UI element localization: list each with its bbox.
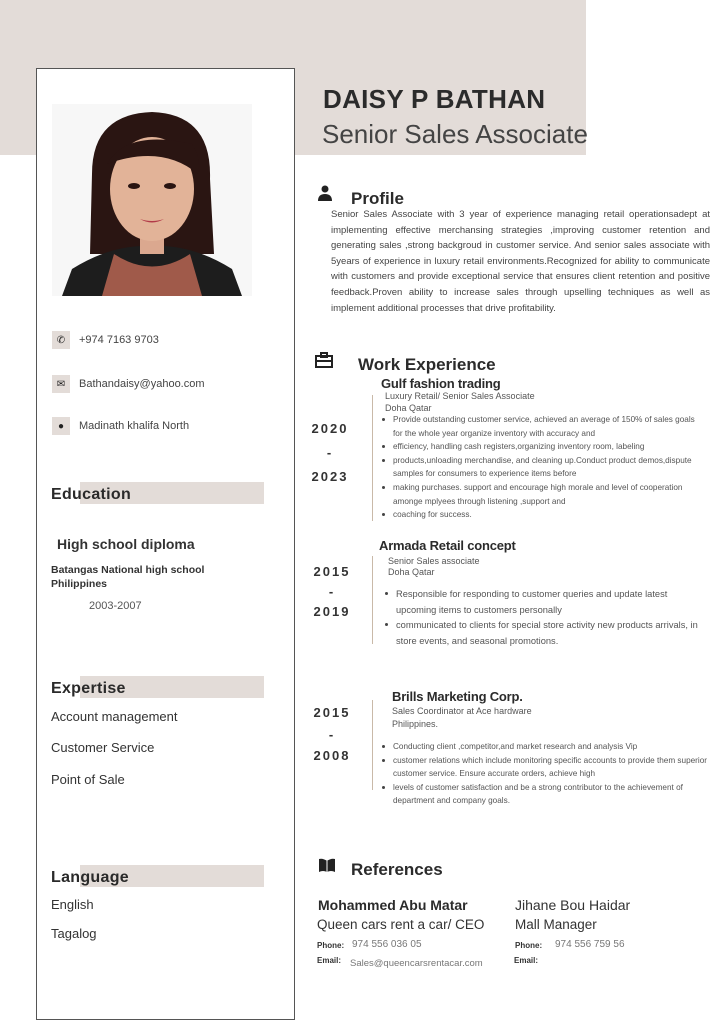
language-item: English [51,897,94,912]
phone-icon: ✆ [52,331,70,349]
briefcase-icon [315,352,333,373]
expertise-item: Customer Service [51,740,155,755]
phone-text: +974 7163 9703 [79,334,159,346]
email-label: Email: [317,956,342,965]
expertise-title: Expertise [51,680,126,697]
year-start: 2020 [311,421,349,436]
expertise-item: Point of Sale [51,772,125,787]
bullet-item: Responsible for responding to customer queries and update latest upcoming items to customers personally [396,587,706,618]
contact-address [52,417,189,435]
bullet-item: Conducting client ,competitor,and market research and analysis Vip [393,740,715,754]
job-company: Armada Retail concept [379,538,516,553]
bullet-item: levels of customer satisfaction and be a strong contributor to the achievement of department and company goals. [393,781,715,808]
language-title: Language [51,869,129,886]
timeline-line [372,700,373,790]
education-years: 2003-2007 [89,600,142,612]
timeline-line [372,395,373,521]
job-location: Philippines. [392,719,439,729]
bullet-item: products,unloading merchandise, and cleaning up.Conduct product demos,dispute samples for consumers to experience items before [393,454,706,481]
year-end: 2019 [313,604,351,619]
language-item: Tagalog [51,926,97,941]
profile-photo [52,104,252,296]
profile-text: Senior Sales Associate with 3 year of experience managing retail operationsadept at implementing effective merchansing strategies ,improving customer retention and generating sales ,strong backgroud in customer service. And senior sales associate with 5years of experience in luxury retail environments.Recognized for ability to communicate with customers and provide exceptional service that ensures client retention and positive feedback.Proven ability to increase sales through upselling techniques as well as implement additional processes that drive profitability. [331,209,710,314]
timeline-line [372,556,373,644]
bullet-item: Provide outstanding customer service, achieved an average of 150% of sales goals for the whole year organize inventory with accuracy and [393,413,706,440]
job-location: Doha Qatar [388,567,435,577]
profile-title: Profile [351,189,404,208]
bullet-item: coaching for success. [393,508,706,522]
job-bullets [384,587,706,649]
address-text: Madinath khalifa North [79,420,190,432]
phone-label: Phone: [515,941,543,950]
education-title: Education [51,486,132,503]
reference-name: Mohammed Abu Matar [318,897,468,913]
reference-email: Sales@queencarsrentacar.com [350,958,483,969]
job-company: Gulf fashion trading [381,376,501,391]
person-role: Senior Sales Associate [322,119,588,149]
reference-phone: 974 556 036 05 [352,939,422,950]
expertise-item: Account management [51,709,178,724]
year-dash: - [326,445,334,460]
references-title: References [351,860,443,879]
person-name: DAISY P BATHAN [323,84,546,114]
job-role: Sales Coordinator at Ace hardware [392,706,532,716]
email-label: Email: [514,956,539,965]
bullet-item: making purchases. support and encourage high morale and level of cooperation amonge mplyees through listening ,support and [393,481,706,508]
year-start: 2015 [313,564,351,579]
contact-phone [52,331,159,349]
job-role: Senior Sales associate [388,556,480,566]
bullet-item: communicated to clients for special store activity new products arrivals, in store events, and seasonal promotions. [396,618,706,649]
work-title: Work Experience [358,355,496,374]
year-dash: - [328,727,336,742]
reference-phone: 974 556 759 56 [555,939,625,950]
phone-label: Phone: [317,941,345,950]
reference-role: Queen cars rent a car/ CEO [317,917,485,932]
job-bullets [381,740,715,808]
year-end: 2023 [311,469,349,484]
year-end: 2008 [313,748,351,763]
contact-email [52,375,205,393]
job-role: Luxury Retail/ Senior Sales Associate [385,391,535,401]
job-company: Brills Marketing Corp. [392,689,523,704]
bullet-item: customer relations which include monitoring specific accounts to provide them superior customer service. Ensure accurate orders, achieve high [393,754,715,781]
email-text: Bathandaisy@yahoo.com [79,378,205,390]
job-location: Doha Qatar [385,403,432,413]
bullet-item: efficiency, handling cash registers,organizing inventory room, labeling [393,440,706,454]
reference-role: Mall Manager [515,917,597,932]
mail-icon: ✉ [52,375,70,393]
school: Batangas National high school Philippines [51,564,205,590]
degree: High school diploma [57,536,195,552]
person-icon [318,185,332,206]
location-pin-icon: ● [52,417,70,435]
reference-name: Jihane Bou Haidar [515,897,631,913]
book-icon [318,858,336,878]
year-start: 2015 [313,705,351,720]
job-bullets [381,413,706,522]
year-dash: - [328,584,336,599]
